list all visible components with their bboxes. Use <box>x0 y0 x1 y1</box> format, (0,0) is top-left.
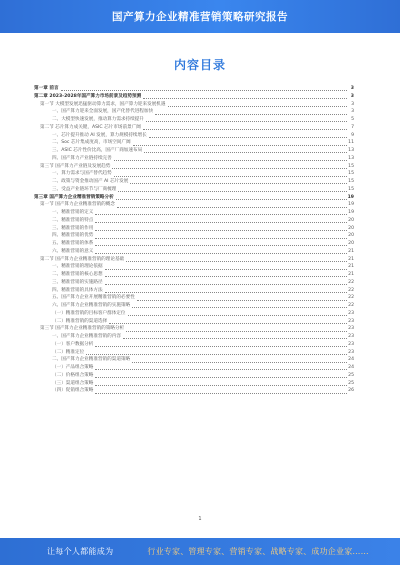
toc-dot-leader <box>123 338 347 339</box>
toc-entry-page: 22 <box>348 287 354 293</box>
toc-dot-leader <box>130 183 347 184</box>
toc-entry[interactable] <box>34 116 354 124</box>
toc-dot-leader <box>116 199 347 200</box>
toc-dot-leader <box>155 114 347 115</box>
toc-dot-leader <box>143 129 347 130</box>
toc-dot-leader <box>95 369 347 370</box>
report-header <box>0 0 400 33</box>
toc-entry-page: 9 <box>351 132 354 138</box>
toc-entry-page: 19 <box>348 210 354 215</box>
toc-entry[interactable] <box>34 271 354 279</box>
toc-entry-title: （四）促销组合策略 <box>52 388 94 394</box>
toc-entry[interactable] <box>34 232 354 240</box>
toc-entry[interactable] <box>34 93 354 101</box>
toc-entry-title: 第三节 国产算力产业链及发展趋势 <box>40 163 111 169</box>
toc-entry-page: 25 <box>348 380 354 386</box>
toc-entry-page: 22 <box>348 303 354 308</box>
toc-entry[interactable] <box>34 124 354 132</box>
toc-entry-title: 三、精准营销的实施路径 <box>52 279 103 285</box>
toc-entry-page: 3 <box>350 86 354 91</box>
toc-entry[interactable] <box>34 209 354 217</box>
toc-entry[interactable] <box>34 364 354 372</box>
toc-entry-title: 第一节 国产算力企业精准营销的概念 <box>40 202 115 208</box>
toc-dot-leader <box>146 121 347 122</box>
toc-entry-title: （二）精准定位 <box>52 349 85 355</box>
toc-dot-leader <box>117 207 347 208</box>
toc-entry-page: 24 <box>348 357 354 363</box>
toc-entry-page: 21 <box>348 264 354 270</box>
toc-dot-leader <box>95 377 347 378</box>
toc-dot-leader <box>128 315 347 316</box>
toc-entry[interactable] <box>34 263 354 271</box>
toc-entry[interactable] <box>34 225 354 233</box>
toc-entry-page: 22 <box>348 295 354 301</box>
toc-entry[interactable] <box>34 256 354 264</box>
toc-dot-leader <box>126 331 347 332</box>
toc-dot-leader <box>61 90 347 91</box>
toc-entry-title: 二、精准营销的核心思想 <box>52 272 103 277</box>
page-number: 1 <box>198 516 202 522</box>
toc-entry-page: 21 <box>348 272 354 277</box>
toc-entry-page: 20 <box>348 241 354 246</box>
toc-dot-leader <box>105 292 347 293</box>
toc-entry[interactable] <box>34 279 354 287</box>
toc-entry-page: 23 <box>348 341 354 347</box>
toc-entry-title: 一、精准营销的理论依据 <box>52 264 103 270</box>
toc-entry-page: 20 <box>348 233 354 239</box>
toc-dot-leader <box>86 354 347 355</box>
toc-entry-page: 3 <box>350 93 354 99</box>
toc-entry-page: 25 <box>348 372 354 378</box>
toc-dot-leader <box>114 160 347 161</box>
toc-entry-title: 一、国产算力企业精准营销的内容 <box>52 334 121 339</box>
toc-dot-leader <box>114 176 347 177</box>
toc-entry[interactable] <box>34 85 354 93</box>
toc-dot-leader <box>168 106 348 107</box>
toc-entry[interactable] <box>34 349 354 357</box>
toc-entry-title: 二、Soc 芯片集成度高，市场空间广阔 <box>52 140 131 146</box>
toc-entry-page: 15 <box>348 171 354 177</box>
toc-entry-page: 23 <box>348 326 354 332</box>
toc-entry-page: 15 <box>348 163 354 169</box>
toc-entry[interactable] <box>34 170 354 178</box>
toc-entry[interactable] <box>34 310 354 318</box>
toc-entry-page: 3 <box>351 109 354 115</box>
toc-entry[interactable] <box>34 186 354 194</box>
toc-entry[interactable] <box>34 318 354 326</box>
toc-dot-leader <box>105 269 347 270</box>
toc-entry-page: 20 <box>348 217 354 223</box>
toc-entry-title: 二、精准营销的特点 <box>52 217 94 223</box>
toc-entry-page: 22 <box>348 279 354 285</box>
toc-entry-title: 二、政策与资金推动国产 AI 芯片发展 <box>52 179 129 184</box>
toc-dot-leader <box>132 362 347 363</box>
toc-entry[interactable] <box>34 387 354 395</box>
toc-entry-title: 三、精准营销的作用 <box>52 225 94 231</box>
toc-entry-title: 六、国产算力企业精准营销的实施策略 <box>52 303 131 308</box>
toc-entry[interactable] <box>34 178 354 186</box>
toc-dot-leader <box>95 230 347 231</box>
toc-entry-page: 7 <box>351 124 354 130</box>
toc-entry-title: 二、大模型快速发展，推动算力需求持续提升 <box>52 117 144 122</box>
toc-entry[interactable] <box>34 380 354 388</box>
toc-entry-title: （二）精准营销的渠道选择 <box>52 318 108 324</box>
toc-entry[interactable] <box>34 356 354 364</box>
toc-entry-title: 三、受益产业链环节与厂商梳理 <box>52 186 117 192</box>
toc-dot-leader <box>137 300 347 301</box>
toc-entry[interactable] <box>34 325 354 333</box>
toc-dot-leader <box>105 276 347 277</box>
toc-entry-title: 第三章 国产算力企业精准营销策略分析 <box>34 194 114 200</box>
toc-entry-page: 19 <box>347 194 354 200</box>
toc-entry[interactable] <box>34 163 354 171</box>
toc-entry-title: （一）客户数据分析 <box>52 341 94 347</box>
toc-entry-title: 第一节 大模型发展迅猛驱动算力需求，国产算力迎来发展机遇 <box>40 101 166 107</box>
toc-entry-title: 第二节 芯片算力成关键，ASIC 芯片市场前景广阔 <box>40 124 141 130</box>
toc-dot-leader <box>126 261 347 262</box>
toc-entry[interactable] <box>34 294 354 302</box>
toc-entry-title: 一、国产算力迎来全面发展，国产化替代进程加快 <box>52 109 154 115</box>
toc-entry-page: 15 <box>348 186 354 192</box>
toc-entry-title: 三、ASIC 芯片性价比高，国产厂商加速布局 <box>52 148 143 153</box>
toc-entry-title: （一）精准营销的目标客户群体定位 <box>52 310 126 316</box>
toc-entry-page: 24 <box>348 365 354 370</box>
toc-entry-title: 五、国产算力企业开展精准营销的必要性 <box>52 295 135 301</box>
toc-dot-leader <box>109 323 347 324</box>
toc-entry-page: 19 <box>348 202 354 208</box>
footer-roles: 行业专家、管理专家、营销专家、战略专家、成功企业家…… <box>147 547 369 556</box>
toc-entry-title: 六、精准营销的意义 <box>52 248 94 254</box>
toc-entry[interactable] <box>34 132 354 140</box>
toc-entry-title: 一、算力需求与国产替代趋势 <box>52 171 112 177</box>
toc-dot-leader <box>95 245 347 246</box>
toc-entry[interactable] <box>34 287 354 295</box>
toc-entry[interactable] <box>34 333 354 341</box>
toc-entry-title: 第三节 国产算力企业精准营销的策略分析 <box>40 326 125 332</box>
toc-entry-title: 二、国产算力企业精准营销的渠道策略 <box>52 357 131 363</box>
toc-dot-leader <box>95 385 347 386</box>
toc-dot-leader <box>133 145 347 146</box>
toc-heading: 内容目录 <box>173 58 226 72</box>
toc-entry-title: 第一章 前言 <box>34 86 59 91</box>
report-title: 国产算力企业精准营销策略研究报告 <box>112 11 288 23</box>
toc-dot-leader <box>118 191 347 192</box>
toc-entry-title: 四、精准营销的优势 <box>52 233 94 239</box>
toc-entry[interactable] <box>34 248 354 256</box>
toc-entry-page: 5 <box>351 117 354 122</box>
toc-entry-page: 20 <box>348 225 354 231</box>
toc-entry-title: 一、芯片提升推动 AI 发展，算力规模持续增长 <box>52 132 147 138</box>
toc-entry-page: 23 <box>348 310 354 316</box>
toc-entry-title: （三）渠道组合策略 <box>52 380 94 386</box>
toc-dot-leader <box>95 253 347 254</box>
toc-dot-leader <box>95 238 347 239</box>
toc-entry[interactable] <box>34 217 354 225</box>
toc-dot-leader <box>112 168 347 169</box>
toc-dot-leader <box>144 152 347 153</box>
toc-entry-title: （二）价格组合策略 <box>52 372 94 378</box>
footer-slogan: 让每个人都能成为 <box>47 547 114 556</box>
toc-entry[interactable] <box>34 302 354 310</box>
toc-entry-page: 15 <box>348 179 354 184</box>
toc-entry-page: 11 <box>348 140 354 146</box>
toc-dot-leader <box>143 98 347 99</box>
toc-entry[interactable] <box>34 147 354 155</box>
toc-dot-leader <box>95 393 347 394</box>
toc-entry-page: 23 <box>348 349 354 355</box>
toc-entry-page: 21 <box>348 256 354 262</box>
toc-entry-title: 第二章 2023-2028年国产算力市场前景及趋势预测 <box>34 93 142 99</box>
toc-entry[interactable] <box>34 108 354 116</box>
toc-entry-page: 23 <box>348 334 354 339</box>
toc-entry-page: 3 <box>351 101 354 107</box>
toc-entry-title: 一、精准营销的定义 <box>52 210 94 215</box>
toc-entry[interactable] <box>34 101 354 109</box>
toc-entry-title: 第二节 国产算力企业精准营销的理论基础 <box>40 256 125 262</box>
toc-entry[interactable] <box>34 194 354 202</box>
toc-entry[interactable] <box>34 201 354 209</box>
toc-entry-title: （一）产品组合策略 <box>52 365 94 370</box>
toc-dot-leader <box>132 307 347 308</box>
footer-banner <box>0 538 400 565</box>
toc-entry-title: 四、精准营销的具体方法 <box>52 287 103 293</box>
toc-entry-page: 21 <box>348 248 354 254</box>
toc-entry[interactable] <box>34 139 354 147</box>
toc-entry[interactable] <box>34 372 354 380</box>
toc-entry[interactable] <box>34 341 354 349</box>
toc-entry[interactable] <box>34 155 354 163</box>
toc-entry-page: 13 <box>348 155 354 161</box>
table-of-contents <box>34 85 354 395</box>
toc-entry-page: 23 <box>348 318 354 324</box>
toc-entry-title: 五、精准营销的体系 <box>52 241 94 246</box>
toc-entry-title: 四、国产算力产业链持续完善 <box>52 155 112 161</box>
toc-entry-page: 13 <box>348 148 354 153</box>
toc-entry[interactable] <box>34 240 354 248</box>
toc-dot-leader <box>95 346 347 347</box>
toc-dot-leader <box>149 137 347 138</box>
toc-dot-leader <box>105 284 347 285</box>
toc-dot-leader <box>95 214 347 215</box>
toc-entry-page: 26 <box>348 388 354 394</box>
toc-dot-leader <box>95 222 347 223</box>
